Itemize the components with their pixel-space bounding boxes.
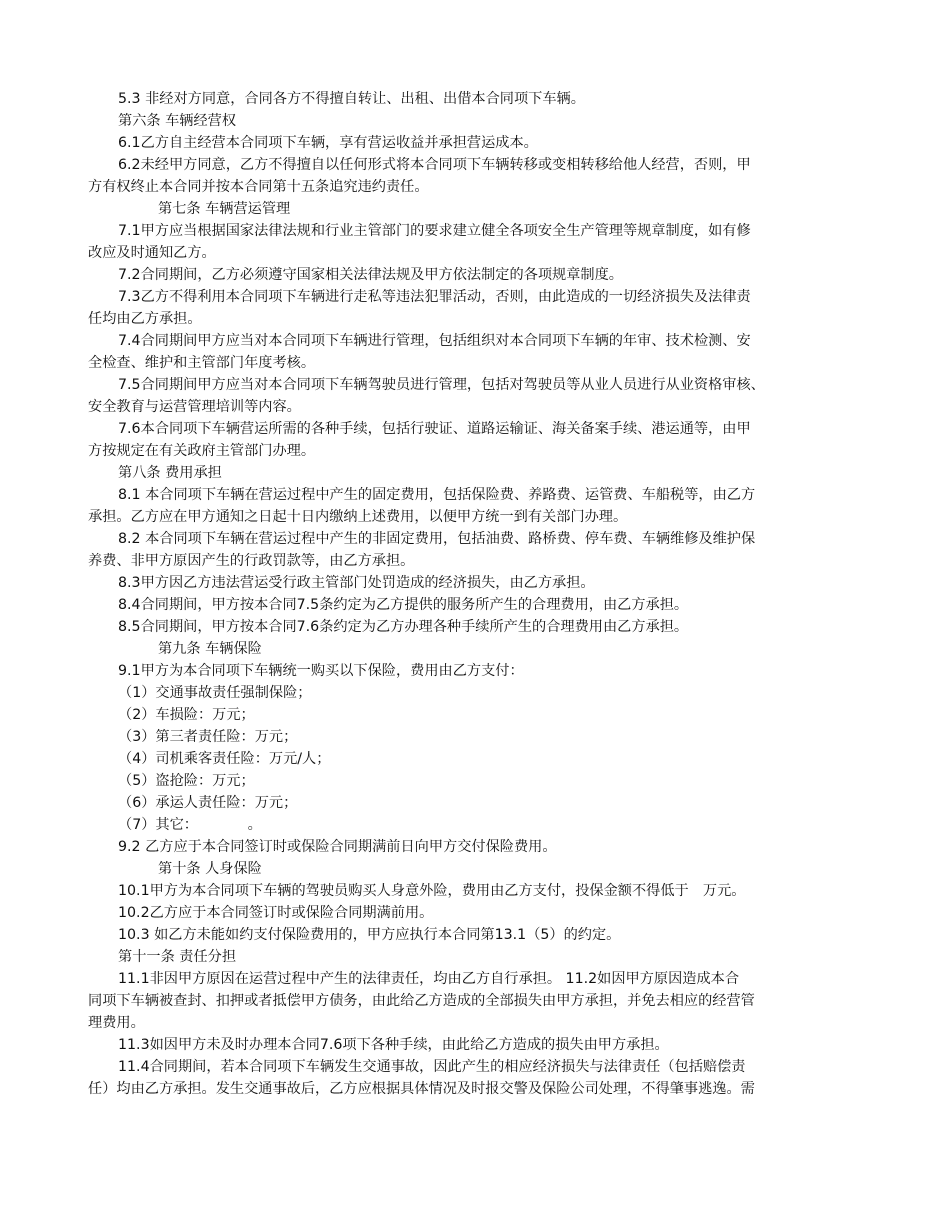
- text-line: 10.2乙方应于本合同签订时或保险合同期满前用。: [118, 905, 434, 921]
- text-line: 6.2未经甲方同意，乙方不得擅自以任何形式将本合同项下车辆转移或变相转移给他人经营，否则，甲: [118, 157, 751, 173]
- text-line: 安全教育与运营管理培训等内容。: [88, 399, 301, 415]
- text-line: 8.2 本合同项下车辆在营运过程中产生的非固定费用，包括油费、路桥费、停车费、车辆维修及维护保: [118, 531, 756, 547]
- text-line: 7.5合同期间甲方应当对本合同项下车辆驾驶员进行管理，包括对驾驶员等从业人员进行从业资格审核、: [118, 377, 765, 393]
- text-line: 10.3 如乙方未能如约支付保险费用的，甲方应执行本合同第13.1（5）的约定。: [118, 927, 621, 943]
- text-line: 承担。乙方应在甲方通知之日起十日内缴纳上述费用，以便甲方统一到有关部门办理。: [88, 509, 628, 525]
- text-line: （4）司机乘客责任险：万元/人；: [118, 751, 331, 767]
- text-line: 7.6本合同项下车辆营运所需的各种手续，包括行驶证、道路运输证、海关备案手续、港运通等，由甲: [118, 421, 751, 437]
- text-line: （3）第三者责任险：万元；: [118, 729, 298, 745]
- text-line: 方有权终止本合同并按本合同第十五条追究违约责任。: [88, 179, 429, 195]
- text-line: 方按规定在有关政府主管部门办理。: [88, 443, 316, 459]
- text-line: 8.4合同期间，甲方按本合同7.5条约定为乙方提供的服务所产生的合理费用，由乙方承担。: [118, 597, 689, 613]
- text-line: （5）盗抢险：万元；: [118, 773, 255, 789]
- text-line: 9.1甲方为本合同项下车辆统一购买以下保险，费用由乙方支付：: [118, 663, 524, 679]
- text-line: 第六条 车辆经营权: [118, 113, 237, 129]
- text-line: 第七条 车辆营运管理: [158, 201, 291, 217]
- text-line: 第九条 车辆保险: [158, 641, 262, 657]
- text-line: 7.1甲方应当根据国家法律法规和行业主管部门的要求建立健全各项安全生产管理等规章制度，如有修: [118, 223, 751, 239]
- text-line: 改应及时通知乙方。: [88, 245, 216, 261]
- text-line: 10.1甲方为本合同项下车辆的驾驶员购买人身意外险，费用由乙方支付，投保金额不得低于 万元。: [118, 883, 746, 899]
- text-line: 同项下车辆被查封、扣押或者抵偿甲方债务，由此给乙方造成的全部损失由甲方承担，并免去相应的经营管: [88, 993, 755, 1009]
- text-line: （2）车损险：万元；: [118, 707, 255, 723]
- text-line: （7）其它： 。: [118, 817, 262, 833]
- text-line: 11.4合同期间，若本合同项下车辆发生交通事故，因此产生的相应经济损失与法律责任（包括赔偿责: [118, 1059, 746, 1075]
- text-line: （6）承运人责任险：万元；: [118, 795, 298, 811]
- text-line: 11.1非因甲方原因在运营过程中产生的法律责任，均由乙方自行承担。 11.2如因甲方原因造成本合: [118, 971, 740, 987]
- text-line: 8.1 本合同项下车辆在营运过程中产生的固定费用，包括保险费、养路费、运管费、车船税等，由乙方: [118, 487, 756, 503]
- text-line: 第十一条 责任分担: [118, 949, 237, 965]
- text-line: 第十条 人身保险: [158, 861, 262, 877]
- text-line: 第八条 费用承担: [118, 465, 222, 481]
- text-line: 7.2合同期间，乙方必须遵守国家相关法律法规及甲方依法制定的各项规章制度。: [118, 267, 623, 283]
- text-line: 任）均由乙方承担。发生交通事故后，乙方应根据具体情况及时报交警及保险公司处理，不得肇事逃逸。需: [88, 1081, 755, 1097]
- text-line: 9.2 乙方应于本合同签订时或保险合同期满前日向甲方交付保险费用。: [118, 839, 557, 855]
- text-line: 5.3 非经对方同意，合同各方不得擅自转让、出租、出借本合同项下车辆。: [118, 91, 585, 107]
- text-line: （1）交通事故责任强制保险；: [118, 685, 312, 701]
- text-line: 8.5合同期间，甲方按本合同7.6条约定为乙方办理各种手续所产生的合理费用由乙方承担。: [118, 619, 689, 635]
- text-line: 全检查、维护和主管部门年度考核。: [88, 355, 316, 371]
- text-line: 6.1乙方自主经营本合同项下车辆，享有营运收益并承担营运成本。: [118, 135, 538, 151]
- document-body: [88, 88, 858, 1100]
- text-line: 7.3乙方不得利用本合同项下车辆进行走私等违法犯罪活动，否则，由此造成的一切经济损失及法律责: [118, 289, 751, 305]
- text-line: 任均由乙方承担。: [88, 311, 202, 327]
- text-line: 8.3甲方因乙方违法营运受行政主管部门处罚造成的经济损失，由乙方承担。: [118, 575, 595, 591]
- text-line: 养费、非甲方原因产生的行政罚款等，由乙方承担。: [88, 553, 415, 569]
- text-line: 理费用。: [88, 1015, 145, 1031]
- text-line: 11.3如因甲方未及时办理本合同7.6项下各种手续，由此给乙方造成的损失由甲方承担。: [118, 1037, 669, 1053]
- text-line: 7.4合同期间甲方应当对本合同项下车辆进行管理，包括组织对本合同项下车辆的年审、技术检测、安: [118, 333, 751, 349]
